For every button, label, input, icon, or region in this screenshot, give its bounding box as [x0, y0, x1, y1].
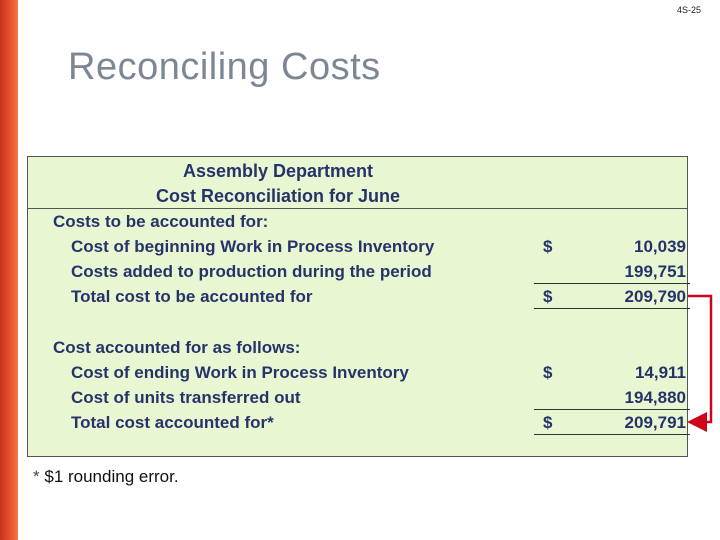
row-amount-total: 209,790 — [624, 287, 686, 306]
row-label-total: Total cost accounted for* — [71, 413, 274, 432]
row-amount: 199,751 — [624, 262, 686, 281]
section-heading-costs-accounted: Cost accounted for as follows: — [53, 338, 301, 357]
row-amount: 10,039 — [634, 237, 686, 256]
row-amount: 14,911 — [634, 363, 686, 382]
row-label: Cost of beginning Work in Process Inventory — [71, 237, 435, 256]
department-name: Assembly Department — [182, 161, 374, 181]
row-label: Cost of ending Work in Process Inventory — [71, 363, 409, 382]
currency-symbol: $ — [543, 237, 553, 256]
footnote-asterisk: * — [33, 467, 40, 486]
slide-number: 4S-25 — [676, 5, 701, 15]
report-title: Cost Reconciliation for June — [155, 186, 401, 206]
footnote — [33, 467, 179, 487]
footnote-text: $1 rounding error. — [44, 467, 179, 486]
section-heading-costs-to-account: Costs to be accounted for: — [53, 212, 269, 231]
row-label: Costs added to production during the period — [71, 262, 432, 281]
slide-title: Reconciling Costs — [68, 46, 381, 88]
currency-symbol: $ — [543, 363, 553, 382]
currency-symbol: $ — [543, 413, 553, 432]
row-label: Cost of units transferred out — [71, 388, 301, 407]
row-amount: 194,880 — [624, 388, 686, 407]
row-label-total: Total cost to be accounted for — [71, 287, 313, 306]
currency-symbol: $ — [543, 287, 553, 306]
row-amount-total: 209,791 — [624, 413, 686, 432]
